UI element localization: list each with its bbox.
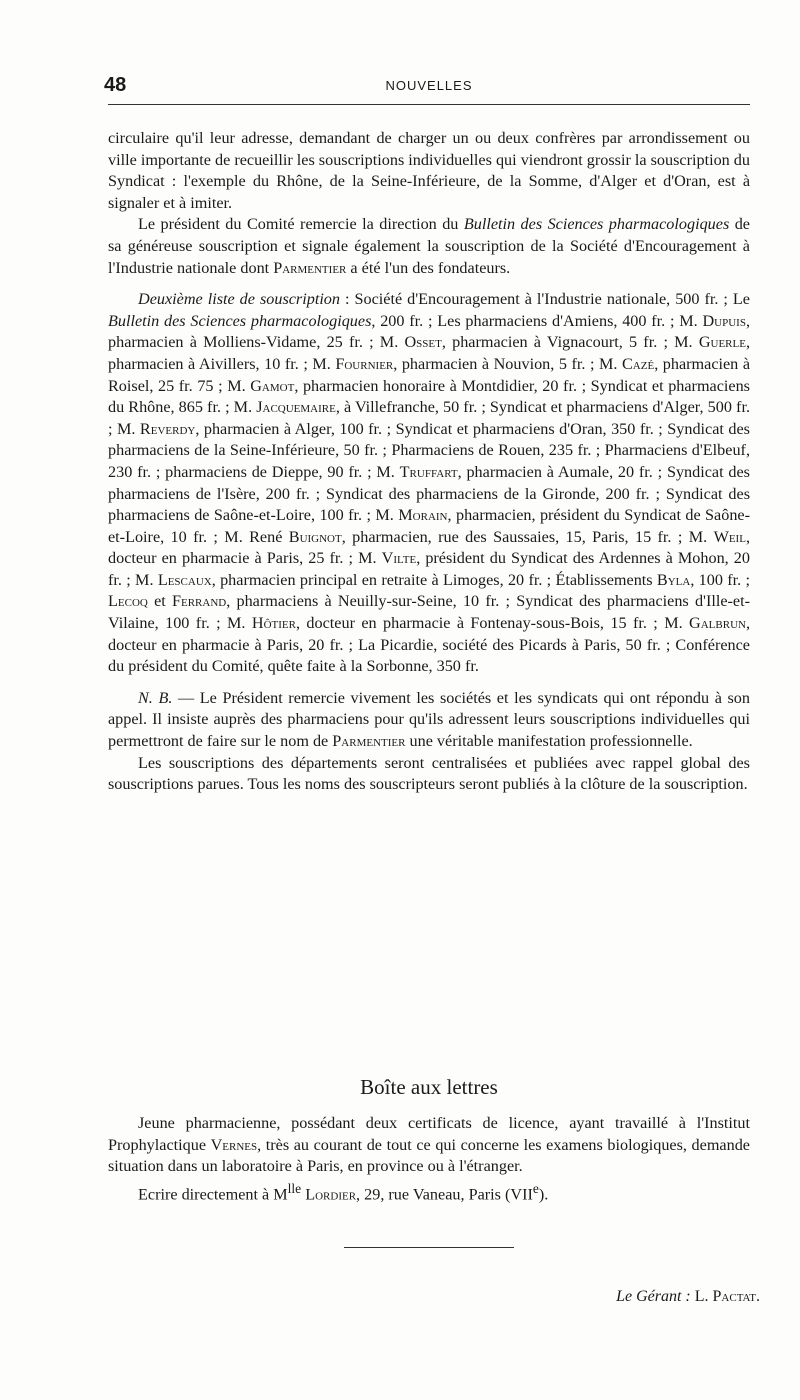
paragraph-thanks xyxy=(108,214,750,279)
text-run: , pharmacien, président du Syndicat de Saône-et-Loire, 10 fr. ; M. René xyxy=(108,506,751,546)
paragraph-subscription-list xyxy=(108,289,750,678)
person-name: Fournier xyxy=(335,354,394,373)
paragraph-nb xyxy=(108,688,750,753)
person-name: Jacquemaire xyxy=(256,398,336,417)
paragraph-departments: Les souscriptions des départements seront centralisées et publiées avec rappel global des souscriptions parues. Tous les noms des souscripteurs seront publiés à la clôture de la souscription. xyxy=(108,753,750,794)
letter-contact xyxy=(108,1178,750,1206)
person-name: Morain xyxy=(398,506,448,525)
person-name: Weil xyxy=(713,527,746,546)
person-name: Buignot xyxy=(288,527,342,546)
list-heading: Deuxième liste de souscription xyxy=(138,290,340,309)
person-name: Parmentier xyxy=(332,732,406,751)
text-run: — Le Président remercie vivement les sociétés et les syndicats qui ont répondu à son appel. Il insiste auprès des pharmaciens pour qu'ils adressent leurs souscriptions individuelles qui permettront de faire sur le nom de xyxy=(108,688,750,751)
person-name: Parmentier xyxy=(273,258,347,277)
signature-label: Le Gérant : xyxy=(616,1288,691,1305)
text-run: , pharmaciens à Neuilly-sur-Seine, 10 fr. ; Syndicat des pharmaciens d'Ille-et-Vilaine, 100 fr. ; M. xyxy=(108,592,750,633)
text-run: , 200 fr. ; Les pharmaciens d'Amiens, 400 fr. ; M. xyxy=(371,311,703,330)
journal-title: Bulletin des Sciences pharmacologiques xyxy=(108,311,372,330)
person-name: Guerle xyxy=(698,333,746,352)
text-run: Ecrire directement à M xyxy=(138,1185,288,1204)
text-run: , docteur en pharmacie à Paris, 20 fr. ; La Picardie, société des Picards à Paris, 50 fr. ; Conférence du président du Comité, quête faite à la Sorbonne, 350 fr. xyxy=(108,614,751,676)
person-name: Byla xyxy=(656,570,691,589)
text-run: , pharmacien à Aivillers, 10 fr. ; M. xyxy=(108,333,750,373)
superscript: e xyxy=(532,1180,539,1196)
text-run: ). xyxy=(538,1185,549,1204)
person-name: Cazé xyxy=(622,354,655,373)
text-run: Le président du Comité remercie la direction du xyxy=(138,215,464,234)
nb-label: N. B. xyxy=(138,688,173,707)
person-name: Galbrun xyxy=(689,614,746,633)
person-name: Ferrand xyxy=(171,592,227,611)
text-run: , très au courant de tout ce qui concerne les examens biologiques, demande situation dans un laboratoire à Paris, en province ou à l'étranger. xyxy=(108,1135,750,1176)
letter-ad xyxy=(108,1113,750,1178)
text-run: , pharmacien à Alger, 100 fr. ; Syndicat et pharmaciens d'Oran, 350 fr. ; Syndicat des pharmaciens de la Seine-Inférieure, 50 fr. ; Pharmaciens de Rouen, 235 fr. ; Pharmaciens d'Elbeuf, 230 fr. ; pharmaciens de Dieppe, 90 fr. ; M. xyxy=(108,419,750,481)
person-name: Lecoq xyxy=(108,592,148,611)
page-number: 48 xyxy=(104,74,127,96)
signature xyxy=(616,1288,760,1306)
article-body xyxy=(108,128,750,796)
text-run: et xyxy=(147,592,172,611)
text-run: , pharmacien à Roisel, 25 fr. 75 ; M. xyxy=(108,354,751,395)
text-run: de sa généreuse souscription et signale également la souscription de la Société d'Encouragement à l'Industrie nationale dont xyxy=(108,215,750,277)
text-run: a été l'un des fondateurs. xyxy=(346,258,511,277)
text-run: , pharmacien à Nouvion, 5 fr. ; M. xyxy=(393,354,622,373)
text-run: , 100 fr. ; xyxy=(690,570,751,589)
person-name: Gamot xyxy=(250,376,295,395)
person-name: Dupuis xyxy=(702,311,746,330)
person-name: Lescaux xyxy=(157,570,212,589)
person-name: Vilte xyxy=(381,549,417,568)
text-run: , pharmacien honoraire à Montdidier, 20 fr. ; Syndicat et pharmaciens du Rhône, 865 fr. ; M. xyxy=(108,376,750,417)
page-header xyxy=(104,60,750,96)
text-run: une véritable manifestation professionnelle. xyxy=(405,732,693,751)
text-run: , docteur en pharmacie à Fontenay-sous-Bois, 15 fr. ; M. xyxy=(295,614,690,633)
text-run: , pharmacien principal en retraite à Limoges, 20 fr. ; Établissements xyxy=(211,570,657,589)
page xyxy=(104,60,760,1305)
person-name: Hôtier xyxy=(251,614,296,633)
text-run: , 29, rue Vaneau, Paris (VII xyxy=(356,1185,533,1204)
text-run: , président du Syndicat des Ardennes à Mohon, 20 fr. ; M. xyxy=(108,549,750,589)
text-run: , docteur en pharmacie à Paris, 25 fr. ; M. xyxy=(108,527,750,568)
text-run: , pharmacien à Vignacourt, 5 fr. ; M. xyxy=(441,333,699,352)
person-name: Reverdy xyxy=(139,419,196,438)
journal-title: Bulletin des Sciences pharmacologiques xyxy=(463,215,730,234)
closing-rule xyxy=(344,1247,514,1248)
text-run: , à Villefranche, 50 fr. ; Syndicat et pharmaciens d'Alger, 500 fr. ; M. xyxy=(108,398,750,438)
person-name: Lordier xyxy=(301,1185,357,1204)
text-run: , pharmacien, rue des Saussaies, 15, Paris, 15 fr. ; M. xyxy=(341,527,714,546)
running-head: NOUVELLES xyxy=(385,78,473,93)
text-run: , pharmacien à Aumale, 20 fr. ; Syndicat des pharmaciens de l'Isère, 200 fr. ; Syndicat des pharmaciens de la Gironde, 200 fr. ; Syndicat des pharmaciens de Saône-et-Loire, 100 fr. ; M. xyxy=(108,462,750,525)
person-name: Vernes xyxy=(210,1135,258,1154)
paragraph-continuation: circulaire qu'il leur adresse, demandant de charger un ou deux confrères par arrondissement ou ville importante de recueillir les souscriptions individuelles qui viendront grossir la souscription du Syndicat : l'exemple du Rhône, de la Seine-Inférieure, de la Somme, d'Alger et d'Oran, est à signaler et à imiter. xyxy=(108,129,750,212)
person-name: Truffart xyxy=(399,462,458,481)
section-title: Boîte aux lettres xyxy=(360,1075,498,1099)
header-rule xyxy=(108,104,750,105)
signature-name: L. Pactat. xyxy=(690,1288,760,1305)
letters-section xyxy=(108,1113,750,1206)
superscript: lle xyxy=(287,1180,302,1196)
text-run: Jeune pharmacienne, possédant deux certificats de licence, ayant travaillé à l'Institut Prophylactique xyxy=(108,1114,750,1154)
text-run: : Société d'Encouragement à l'Industrie nationale, 500 fr. ; Le xyxy=(340,290,750,309)
person-name: Osset xyxy=(404,333,442,352)
text-run: , pharmacien à Molliens-Vidame, 25 fr. ; M. xyxy=(108,311,750,352)
